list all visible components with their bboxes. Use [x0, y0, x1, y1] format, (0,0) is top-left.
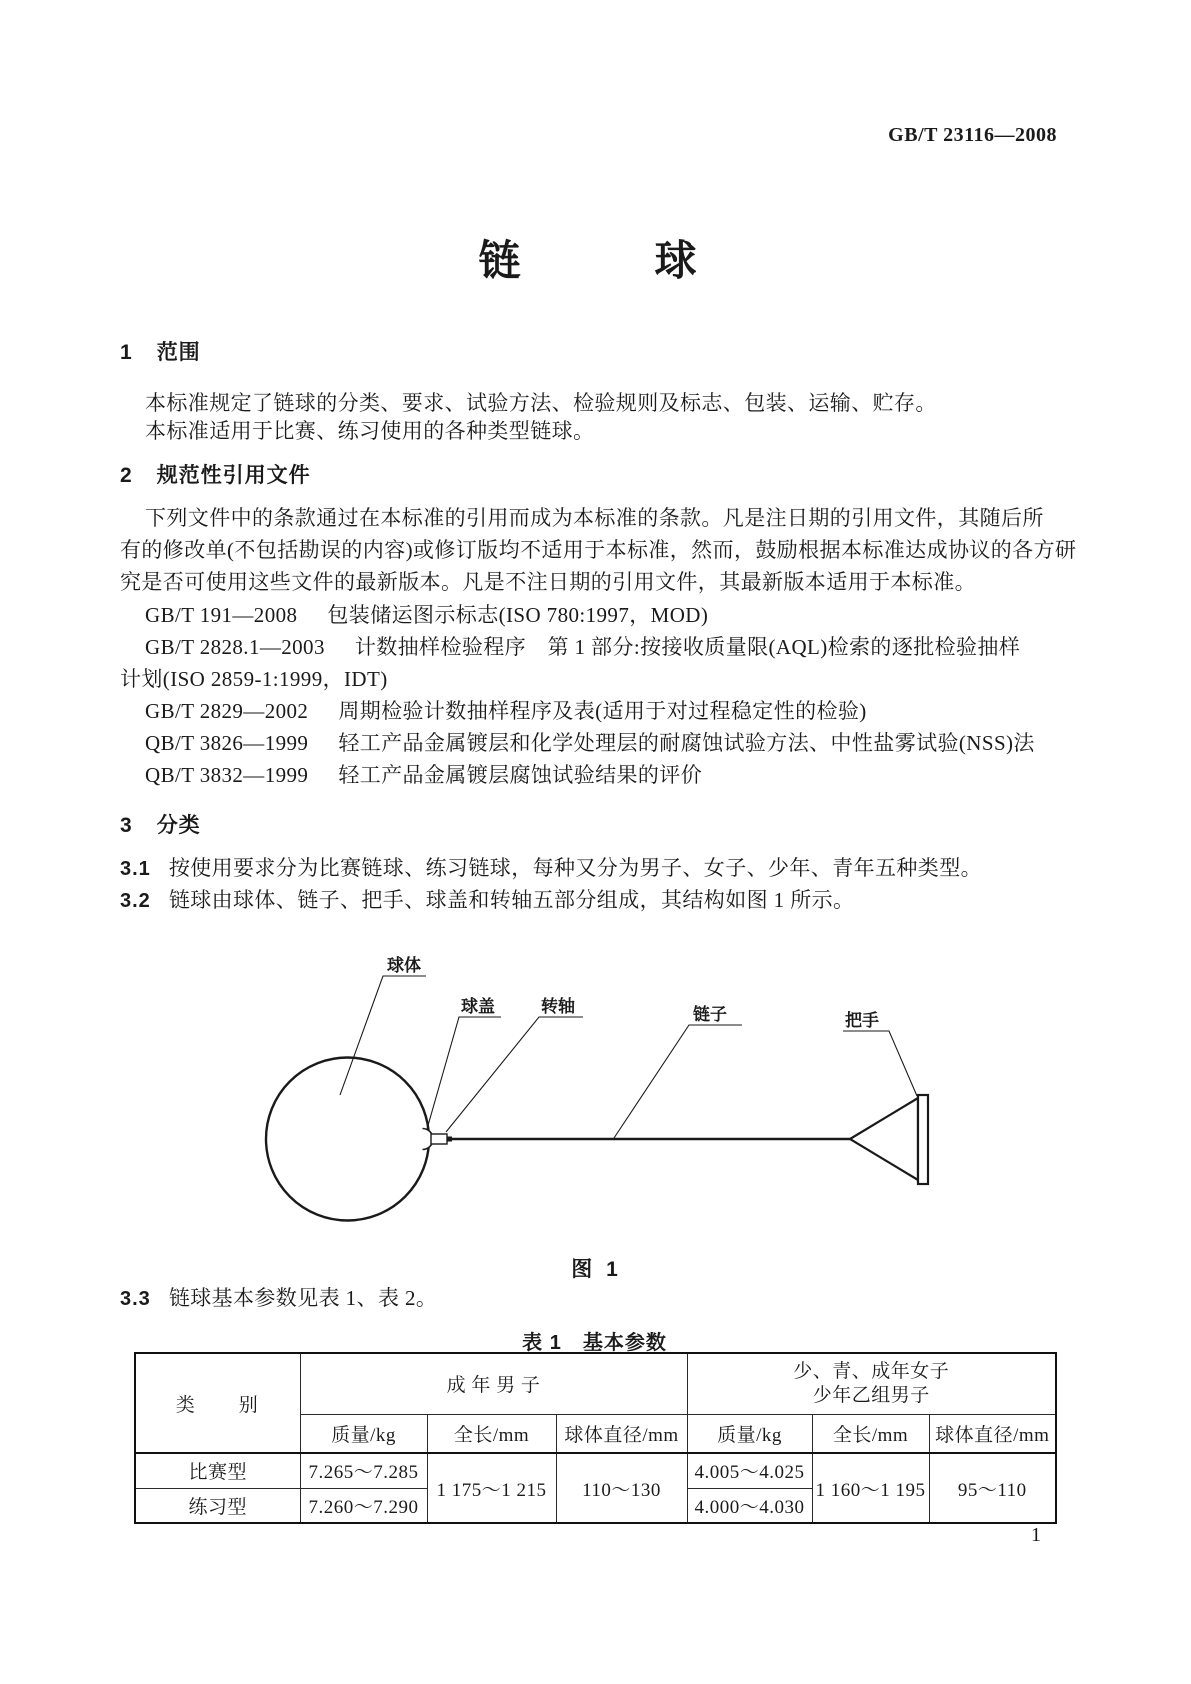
reference-title: 计数抽样检验程序 第 1 部分:按接收质量限(AQL)检索的逐批检验抽样 [354, 635, 1021, 659]
clause-3-3 [120, 1286, 437, 1311]
table-subheader-diameter-other: 球体直径/mm [929, 1414, 1056, 1453]
cover-label-leader-line [427, 1017, 501, 1129]
group-women-youth-line-2: 少年乙组男子 [812, 1384, 930, 1406]
table-subheader-diameter-men: 球体直径/mm [556, 1414, 687, 1453]
group-women-youth-line-1: 少、青、成年女子 [793, 1360, 950, 1382]
reference-number: QB/T 3832—1999 [145, 763, 309, 787]
clause-3-2-text: 链球由球体、链子、把手、球盖和转轴五部分组成，其结构如图 1 所示。 [168, 888, 855, 912]
section-2-title: 规范性引用文件 [156, 464, 311, 487]
scope-paragraph-1: 本标准规定了链球的分类、要求、试验方法、检验规则及标志、包装、运输、贮存。 [145, 391, 937, 415]
table-subheader-mass-men: 质量/kg [300, 1414, 427, 1453]
basic-parameters-table [134, 1352, 1057, 1524]
chain-label-leader-line [614, 1025, 742, 1138]
section-3-number: 3 [120, 814, 133, 837]
scope-paragraph-2: 本标准适用于比赛、练习使用的各种类型链球。 [145, 419, 595, 443]
axle-label: 转轴 [541, 997, 575, 1016]
mass-other-cell: 4.000～4.030 [687, 1488, 812, 1523]
table-header-category: 类 别 [135, 1353, 300, 1453]
clause-3-3-number: 3.3 [120, 1288, 151, 1310]
reference-title: 周期检验计数抽样程序及表(适用于对过程稳定性的检验) [338, 699, 867, 723]
reference-number: GB/T 191—2008 [145, 603, 298, 627]
normative-intro-line-3: 究是否可使用这些文件的最新版本。凡是不注日期的引用文件，其最新版本适用于本标准。 [120, 570, 976, 594]
title-char-1: 链 [478, 239, 523, 285]
normative-intro-line-2: 有的修改单(不包括勘误的内容)或修订版均不适用于本标准，然而，鼓励根据本标准达成协议的各方研 [120, 538, 1077, 562]
handle-grip-bar [918, 1095, 928, 1184]
diameter-men-cell: 110～130 [556, 1453, 687, 1523]
reference-item-continuation: 计划(ISO 2859-1:1999，IDT) [120, 667, 388, 691]
handle-triangle-shape [850, 1098, 918, 1180]
reference-number: GB/T 2828.1—2003 [145, 635, 325, 659]
table-subheader-length-other: 全长/mm [812, 1414, 929, 1453]
reference-number: QB/T 3826—1999 [145, 731, 309, 755]
clause-3-1-number: 3.1 [120, 858, 151, 880]
section-3-title: 分类 [156, 814, 201, 837]
reference-title: 包装储运图示标志(ISO 780:1997，MOD) [327, 603, 709, 627]
length-other-cell: 1 160～1 195 [812, 1453, 929, 1523]
table-1-caption: 表 1 基本参数 [522, 1332, 667, 1354]
section-2-number: 2 [120, 464, 133, 487]
table-header-group-adult-men: 成 年 男 子 [300, 1353, 687, 1414]
section-1-number: 1 [120, 341, 133, 364]
diameter-other-cell: 95～110 [929, 1453, 1056, 1523]
clause-3-1-text: 按使用要求分为比赛链球、练习链球，每种又分为男子、女子、少年、青年五种类型。 [168, 856, 983, 880]
figure-1-caption: 图 1 [571, 1258, 618, 1281]
ball-label-leader-line [340, 976, 426, 1095]
clause-3-2-number: 3.2 [120, 890, 151, 912]
category-cell: 比赛型 [135, 1453, 300, 1488]
axle-label-leader-line [446, 1017, 583, 1132]
ball-label: 球体 [387, 956, 421, 975]
mass-men-cell: 7.260～7.290 [300, 1488, 427, 1523]
standard-code-header: GB/T 23116—2008 [888, 124, 1057, 146]
category-cell: 练习型 [135, 1488, 300, 1523]
handle-label-leader-line [843, 1031, 917, 1096]
title-char-2: 球 [654, 239, 699, 285]
swivel-axle-shape [431, 1134, 447, 1144]
table-row-competition [135, 1453, 1056, 1488]
reference-title: 轻工产品金属镀层腐蚀试验结果的评价 [338, 763, 703, 787]
reference-number: GB/T 2829—2002 [145, 699, 309, 723]
mass-other-cell: 4.005～4.025 [687, 1453, 812, 1488]
length-men-cell: 1 175～1 215 [427, 1453, 556, 1523]
section-1-title: 范围 [156, 341, 201, 364]
cover-label: 球盖 [461, 997, 495, 1016]
page-number: 1 [1031, 1524, 1041, 1546]
reference-title: 轻工产品金属镀层和化学处理层的耐腐蚀试验方法、中性盐雾试验(NSS)法 [338, 731, 1035, 755]
normative-intro-line-1: 下列文件中的条款通过在本标准的引用而成为本标准的条款。凡是注日期的引用文件，其随后所 [145, 506, 1044, 530]
table-subheader-mass-other: 质量/kg [687, 1414, 812, 1453]
clause-3-3-text: 链球基本参数见表 1、表 2。 [168, 1286, 438, 1310]
ball-body-shape [266, 1058, 429, 1221]
chain-label: 链子 [693, 1005, 727, 1024]
table-subheader-length-men: 全长/mm [427, 1414, 556, 1453]
swivel-axle-tip [447, 1137, 452, 1142]
mass-men-cell: 7.265～7.285 [300, 1453, 427, 1488]
handle-label: 把手 [845, 1011, 879, 1030]
table-header-group-women-youth [687, 1353, 1056, 1414]
